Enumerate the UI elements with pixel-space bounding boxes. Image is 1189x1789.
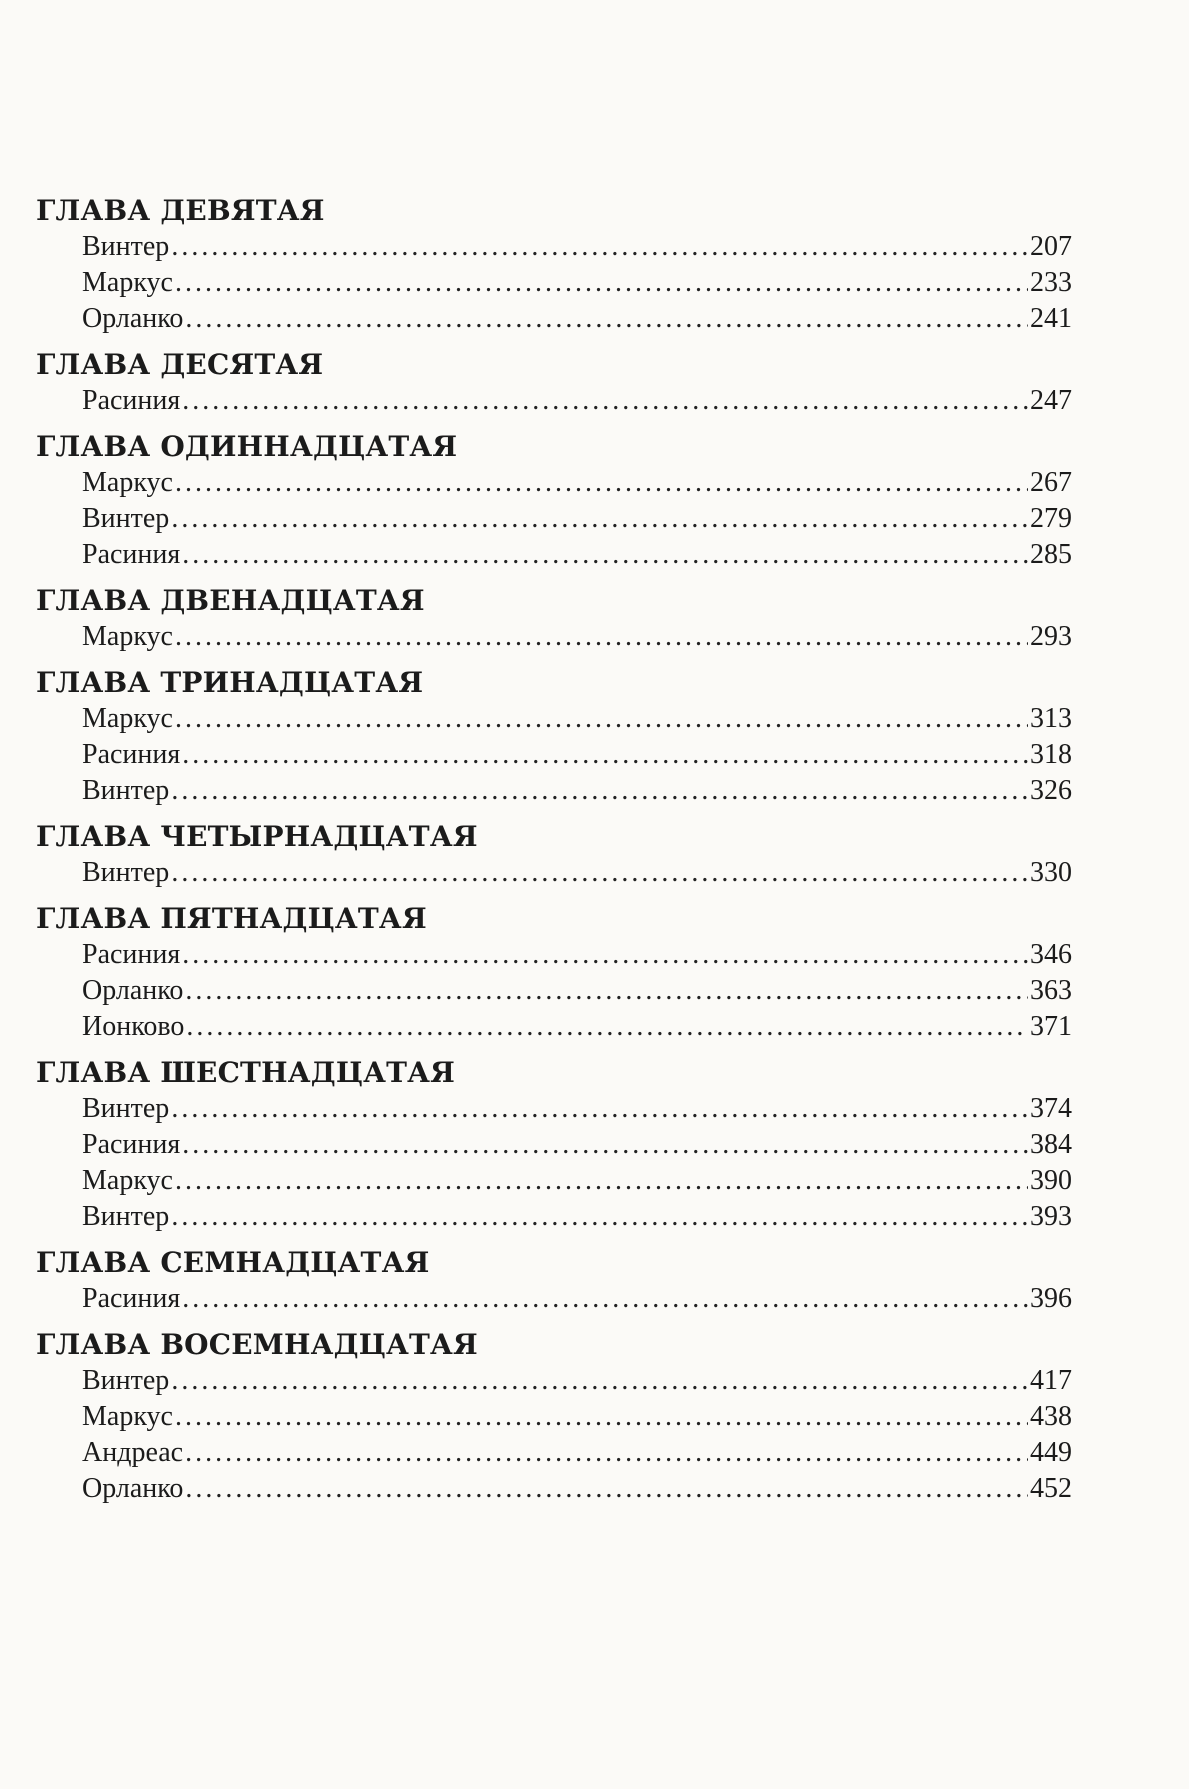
chapter-title: ГЛАВА ЧЕТЫРНАДЦАТАЯ bbox=[36, 820, 478, 853]
entry-name: Маркус bbox=[82, 267, 173, 298]
entry-name: Маркус bbox=[82, 1401, 173, 1432]
entry-page-number: 390 bbox=[1030, 1165, 1072, 1196]
toc-entry bbox=[36, 465, 1072, 501]
entry-page-number: 449 bbox=[1030, 1437, 1072, 1468]
entry-page-number: 326 bbox=[1030, 775, 1072, 806]
dot-leader bbox=[171, 1199, 1028, 1235]
toc-entry bbox=[36, 1399, 1072, 1435]
toc-entry bbox=[36, 1163, 1072, 1199]
toc-entry bbox=[36, 1435, 1072, 1471]
toc-entry bbox=[36, 855, 1072, 891]
dot-leader bbox=[175, 619, 1028, 655]
toc-entry bbox=[36, 1471, 1072, 1507]
entry-page-number: 384 bbox=[1030, 1129, 1072, 1160]
dot-leader bbox=[185, 301, 1028, 337]
entry-page-number: 279 bbox=[1030, 503, 1072, 534]
entry-name: Расиния bbox=[82, 385, 181, 416]
chapter-section bbox=[36, 901, 1072, 1045]
chapter-title: ГЛАВА ДЕВЯТАЯ bbox=[36, 194, 325, 227]
dot-leader bbox=[182, 1127, 1028, 1163]
dot-leader bbox=[182, 937, 1028, 973]
dot-leader bbox=[185, 1435, 1028, 1471]
entry-name: Расиния bbox=[82, 739, 181, 770]
dot-leader bbox=[171, 229, 1028, 265]
chapter-title: ГЛАВА ШЕСТНАДЦАТАЯ bbox=[36, 1056, 456, 1089]
toc-entry bbox=[36, 701, 1072, 737]
chapter-title: ГЛАВА ВОСЕМНАДЦАТАЯ bbox=[36, 1328, 478, 1361]
dot-leader bbox=[186, 1009, 1028, 1045]
chapter-section bbox=[36, 665, 1072, 809]
entry-page-number: 247 bbox=[1030, 385, 1072, 416]
entry-name: Орланко bbox=[82, 1473, 184, 1504]
entry-page-number: 363 bbox=[1030, 975, 1072, 1006]
dot-leader bbox=[182, 737, 1028, 773]
dot-leader bbox=[175, 701, 1028, 737]
entry-page-number: 267 bbox=[1030, 467, 1072, 498]
entry-name: Винтер bbox=[82, 231, 170, 262]
dot-leader bbox=[185, 1471, 1028, 1507]
entry-page-number: 233 bbox=[1030, 267, 1072, 298]
toc-entry bbox=[36, 1009, 1072, 1045]
entry-name: Винтер bbox=[82, 1201, 170, 1232]
entry-name: Ионково bbox=[82, 1011, 185, 1042]
chapter-section bbox=[36, 1245, 1072, 1317]
dot-leader bbox=[175, 1163, 1028, 1199]
entry-name: Орланко bbox=[82, 303, 184, 334]
dot-leader bbox=[175, 265, 1028, 301]
toc-entry bbox=[36, 1127, 1072, 1163]
dot-leader bbox=[171, 501, 1028, 537]
entry-page-number: 241 bbox=[1030, 303, 1072, 334]
toc-entry bbox=[36, 937, 1072, 973]
entry-name: Маркус bbox=[82, 621, 173, 652]
entry-page-number: 374 bbox=[1030, 1093, 1072, 1124]
entry-page-number: 438 bbox=[1030, 1401, 1072, 1432]
entry-name: Винтер bbox=[82, 775, 170, 806]
toc-entry bbox=[36, 501, 1072, 537]
dot-leader bbox=[185, 973, 1028, 1009]
entry-page-number: 318 bbox=[1030, 739, 1072, 770]
entry-name: Маркус bbox=[82, 1165, 173, 1196]
toc-entry bbox=[36, 301, 1072, 337]
dot-leader bbox=[182, 537, 1028, 573]
entry-page-number: 393 bbox=[1030, 1201, 1072, 1232]
entry-name: Расиния bbox=[82, 1129, 181, 1160]
entry-name: Маркус bbox=[82, 467, 173, 498]
toc-entry bbox=[36, 1091, 1072, 1127]
toc-entry bbox=[36, 619, 1072, 655]
entry-name: Андреас bbox=[82, 1437, 184, 1468]
toc-entry bbox=[36, 1281, 1072, 1317]
chapter-section bbox=[36, 429, 1072, 573]
toc-entry bbox=[36, 1199, 1072, 1235]
entry-name: Маркус bbox=[82, 703, 173, 734]
entry-page-number: 313 bbox=[1030, 703, 1072, 734]
dot-leader bbox=[171, 1091, 1028, 1127]
table-of-contents bbox=[36, 193, 1072, 1517]
toc-entry bbox=[36, 383, 1072, 419]
dot-leader bbox=[171, 773, 1028, 809]
toc-entry bbox=[36, 1363, 1072, 1399]
entry-name: Расиния bbox=[82, 539, 181, 570]
chapter-section bbox=[36, 1327, 1072, 1507]
entry-name: Расиния bbox=[82, 939, 181, 970]
toc-entry bbox=[36, 973, 1072, 1009]
chapter-title: ГЛАВА ТРИНАДЦАТАЯ bbox=[36, 666, 424, 699]
entry-name: Винтер bbox=[82, 1093, 170, 1124]
dot-leader bbox=[175, 1399, 1028, 1435]
entry-page-number: 371 bbox=[1030, 1011, 1072, 1042]
entry-page-number: 285 bbox=[1030, 539, 1072, 570]
entry-name: Винтер bbox=[82, 857, 170, 888]
entry-page-number: 396 bbox=[1030, 1283, 1072, 1314]
chapter-title: ГЛАВА ПЯТНАДЦАТАЯ bbox=[36, 902, 427, 935]
entry-name: Винтер bbox=[82, 1365, 170, 1396]
chapter-section bbox=[36, 819, 1072, 891]
chapter-title: ГЛАВА ОДИННАДЦАТАЯ bbox=[36, 430, 458, 463]
dot-leader bbox=[175, 465, 1028, 501]
entry-name: Винтер bbox=[82, 503, 170, 534]
dot-leader bbox=[182, 383, 1028, 419]
toc-entry bbox=[36, 537, 1072, 573]
chapter-title: ГЛАВА СЕМНАДЦАТАЯ bbox=[36, 1246, 430, 1279]
entry-page-number: 417 bbox=[1030, 1365, 1072, 1396]
dot-leader bbox=[182, 1281, 1028, 1317]
dot-leader bbox=[171, 1363, 1028, 1399]
dot-leader bbox=[171, 855, 1028, 891]
entry-name: Расиния bbox=[82, 1283, 181, 1314]
entry-page-number: 293 bbox=[1030, 621, 1072, 652]
chapter-title: ГЛАВА ДЕСЯТАЯ bbox=[36, 348, 324, 381]
toc-entry bbox=[36, 265, 1072, 301]
chapter-section bbox=[36, 1055, 1072, 1235]
chapter-section bbox=[36, 193, 1072, 337]
entry-page-number: 207 bbox=[1030, 231, 1072, 262]
toc-entry bbox=[36, 229, 1072, 265]
chapter-section bbox=[36, 583, 1072, 655]
entry-page-number: 346 bbox=[1030, 939, 1072, 970]
chapter-title: ГЛАВА ДВЕНАДЦАТАЯ bbox=[36, 584, 425, 617]
chapter-section bbox=[36, 347, 1072, 419]
toc-entry bbox=[36, 737, 1072, 773]
entry-page-number: 330 bbox=[1030, 857, 1072, 888]
entry-name: Орланко bbox=[82, 975, 184, 1006]
entry-page-number: 452 bbox=[1030, 1473, 1072, 1504]
toc-entry bbox=[36, 773, 1072, 809]
